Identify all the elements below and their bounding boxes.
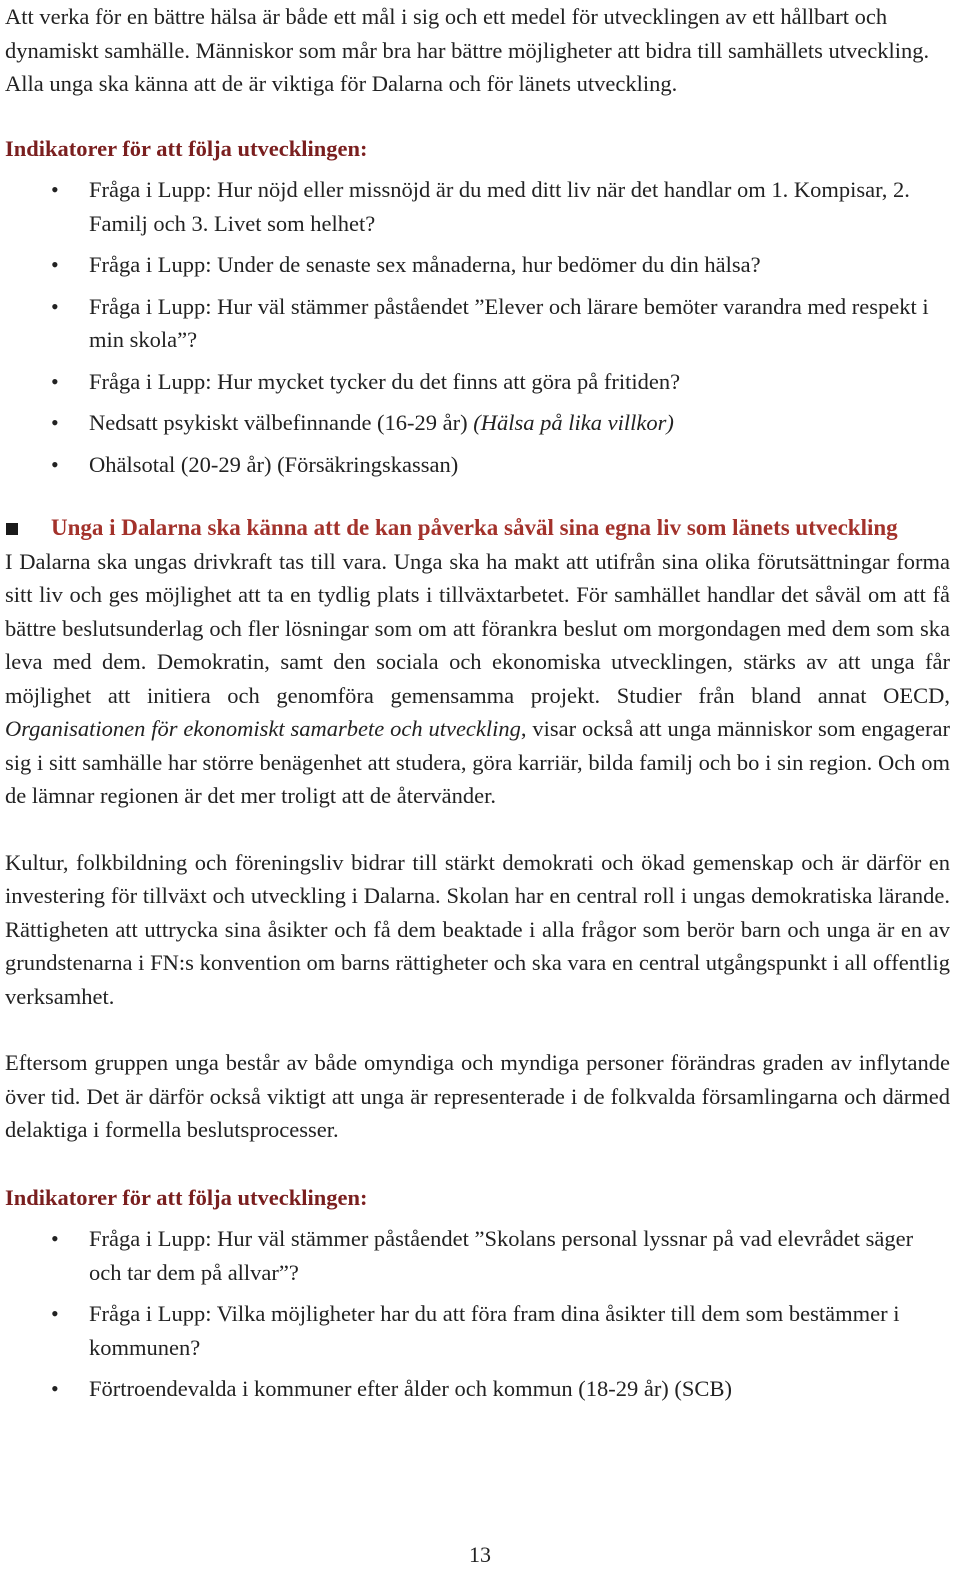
bullet-icon: • xyxy=(51,1376,59,1401)
list-item: • Förtroendevalda i kommuner efter ålder och kommun (18-29 år) (SCB) xyxy=(5,1372,950,1406)
indicators-heading-1: Indikatorer för att följa utvecklingen: xyxy=(5,135,368,161)
bullet-icon: • xyxy=(51,1301,59,1326)
indicator-list-2 xyxy=(5,1222,950,1406)
body-paragraph-1: I Dalarna ska ungas drivkraft tas till vara. Unga ska ha makt att utifrån sina olika förutsättningar forma sitt liv och ges möjlighet att ta en tydlig plats i tillväxtarbetet. För samhället handlar det såväl om att få bättre beslutsunderlag och fler lösningar som om att förankra beslut om morgondagen med dem som ska leva med dem. Demokratin, samt den sociala och ekonomiska utvecklingen, stärks av att unga får möjlighet att initiera och genomföra gemensamma projekt. Studier från bland annat OECD, Organisationen för ekonomiskt samarbete och utveckling, visar också att unga människor som engagerar sig i sitt samhälle har större benägenhet att studera, göra karriär, bilda familj och bo i sin region. Och om de lämnar regionen är det mer troligt att de återvänder. xyxy=(5,548,951,808)
list-item: • Fråga i Lupp: Vilka möjligheter har du att föra fram dina åsikter till dem som bestämmer i kommunen? xyxy=(5,1297,950,1364)
list-item: • Fråga i Lupp: Hur nöjd eller missnöjd är du med ditt liv när det handlar om 1. Kompisar, 2. Familj och 3. Livet som helhet? xyxy=(5,173,950,240)
indicator-list-1 xyxy=(5,173,950,481)
body-paragraph-2: Kultur, folkbildning och föreningsliv bidrar till stärkt demokrati och ökad gemenskap och är därför en investering för tillväxt och utveckling i Dalarna. Skolan har en central roll i ungas demokratiska lärande. Rättigheten att uttrycka sina åsikter och få dem beaktade i alla frågor som berör barn och unga är en av grundstenarna i FN:s konvention om barns rättigheter och ska vara en central utgångspunkt i all offentlig verksamhet. xyxy=(5,849,950,1009)
bullet-icon: • xyxy=(51,410,59,435)
oecd-name: Organisationen för ekonomiskt samarbete och utveckling xyxy=(5,716,521,741)
bullet-icon: • xyxy=(51,451,59,477)
list-item: • Nedsatt psykiskt välbefinnande (16-29 år) (Hälsa på lika villkor) xyxy=(5,406,950,440)
list-item: • Fråga i Lupp: Under de senaste sex månaderna, hur bedömer du din hälsa? xyxy=(5,248,950,282)
section-heading: Unga i Dalarna ska känna att de kan påverka såväl sina egna liv som länets utveckling xyxy=(5,511,950,545)
source-reference: (Hälsa på lika villkor) xyxy=(473,410,674,435)
bullet-icon: • xyxy=(51,177,59,202)
page-number: 13 xyxy=(469,1542,491,1567)
indicators-heading-2: Indikatorer för att följa utvecklingen: xyxy=(5,1184,368,1210)
body-paragraph-3: Eftersom gruppen unga består av både omyndiga och myndiga personer förändras graden av inflytande över tid. Det är därför också viktigt att unga är representerade i de folkvalda församlingarna och därmed delaktiga i formella beslutsprocesser. xyxy=(5,1050,950,1142)
intro-paragraph: Att verka för en bättre hälsa är både ett mål i sig och ett medel för utvecklingen av ett hållbart och dynamiskt samhälle. Människor som mår bra har bättre möjligheter att bidra till samhällets utveckling. Alla unga ska känna att de är viktiga för Dalarna och för länets utveckling. xyxy=(5,4,930,96)
bullet-icon: • xyxy=(51,1226,59,1251)
bullet-icon: • xyxy=(51,368,59,394)
document-page xyxy=(5,0,950,1414)
list-item: • Ohälsotal (20-29 år) (Försäkringskassan) xyxy=(5,448,950,482)
list-item: • Fråga i Lupp: Hur väl stämmer påståendet ”Skolans personal lyssnar på vad elevrådet säger och tar dem på allvar”? xyxy=(5,1222,950,1289)
list-item: • Fråga i Lupp: Hur mycket tycker du det finns att göra på fritiden? xyxy=(5,365,950,399)
list-item: • Fråga i Lupp: Hur väl stämmer påståendet ”Elever och lärare bemöter varandra med respekt i min skola”? xyxy=(5,290,950,357)
square-bullet-icon xyxy=(6,523,18,535)
bullet-icon: • xyxy=(51,252,59,277)
bullet-icon: • xyxy=(51,293,59,319)
